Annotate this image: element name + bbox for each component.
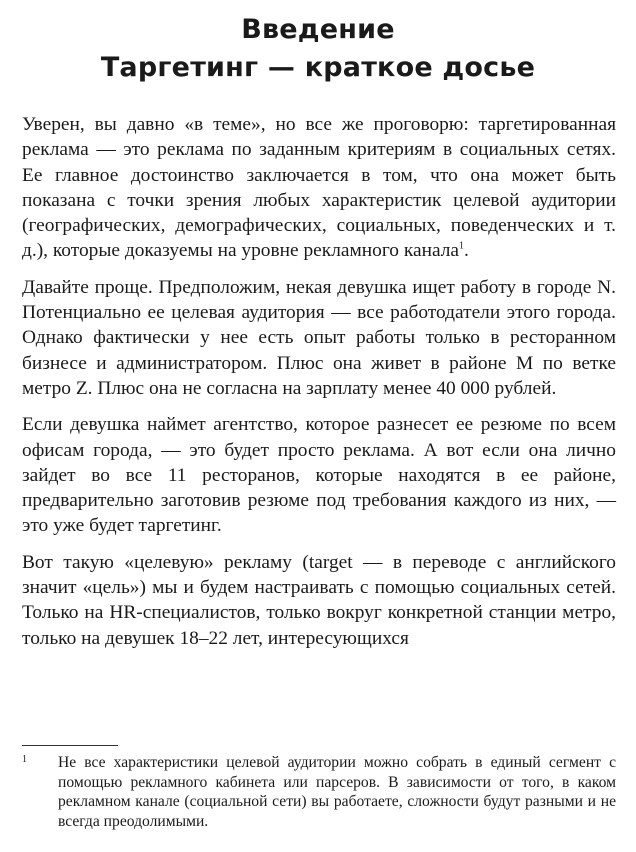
chapter-subtitle: Таргетинг — краткое досье xyxy=(100,52,536,83)
footnote-text: Не все характеристики целевой аудитории можно собрать в единый сегмент с помощью рекламного кабинета или парсеров. В зависимости от того, в каком рекламном канале (социальной сети) вы работаете, сложности будут разными и не всегда преодолимыми. xyxy=(58,754,616,830)
chapter-title: Введение xyxy=(241,14,395,45)
footnote xyxy=(22,753,616,831)
footnote-divider xyxy=(22,745,118,746)
paragraph: Вот такую «целевую» рекламу (target — в переводе с английского значит «цель») мы и будем настраивать с помощью социальных сетей. Только на HR-специалистов, только вокруг конкретной станции метро, только на девушек 18–22 лет, интересующихся xyxy=(22,551,616,649)
paragraph: Уверен, вы давно «в теме», но все же проговорю: таргетированная реклама — это реклама по заданным критериям в социальных сетях. Ее главное достоинство заключается в том, что она может быть показана с точки зрения любых характеристик целевой аудитории (географических, демографических, социальных, поведенческих и т. д.), которые доказуемы на уровне рекламного канала$^1$. xyxy=(22,114,616,262)
body-text xyxy=(22,112,616,662)
footnote-reference: 1 xyxy=(459,241,465,253)
paragraph: Если девушка наймет агентство, которое разнесет ее резюме по всем офисам города, — это будет просто реклама. А вот если она лично зайдет во все 11 ресторанов, которые находятся в ее районе, предварительно заготовив резюме под требования каждого из них, — это уже будет таргетинг. xyxy=(22,414,616,537)
paragraph: Давайте проще. Предположим, некая девушка ищет работу в городе N. Потенциально ее целевая аудитория — все работодатели этого города. Однако фактически у нее есть опыт работы только в ресторанном бизнесе и администратором. Плюс она живет в районе M по ветке метро Z. Плюс она не согласна на зарплату менее 40 000 рублей. xyxy=(22,276,616,399)
footnote-marker: 1 xyxy=(22,754,27,765)
paragraph-text: Уверен, вы давно «в теме», но все же проговорю: таргетированная реклама — это реклама по заданным критериям в социальных сетях. Ее главное достоинство заключается в том, что она может быть показана с точки зрения любых характеристик целевой аудитории (географических, демографических, социальных, поведенческих и т. д.), которые доказуемы на уровне рекламного канала xyxy=(22,114,616,262)
